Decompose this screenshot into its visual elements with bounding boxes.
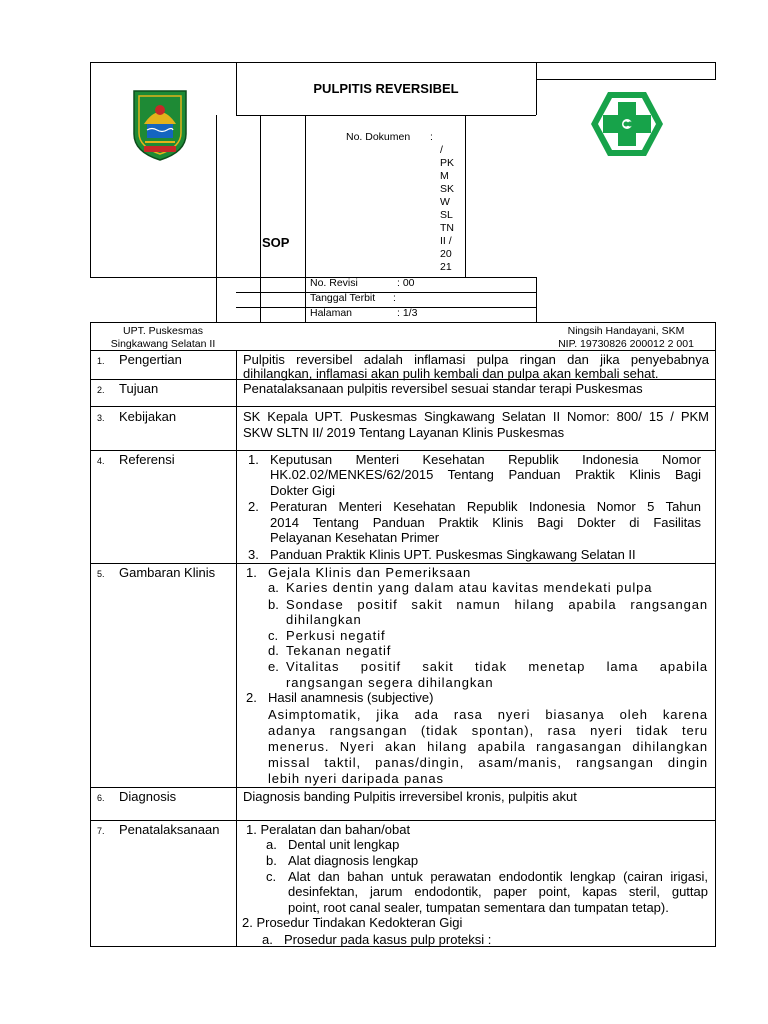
list-letter: b.: [268, 597, 279, 612]
anamnesis-line: adanya rangsangan (tidak spontan), rasa nyeri tidak teru: [268, 723, 708, 738]
issue-date-value: :: [393, 292, 396, 304]
section-label-kebijakan: Kebijakan: [119, 409, 177, 424]
referensi-line: 2014 Tentang Panduan Praktik Klinis Bagi Dokter di Fasilitas: [270, 515, 701, 530]
list-letter: c.: [268, 628, 279, 643]
section-label-diagnosis: Diagnosis: [119, 789, 177, 804]
list-letter: a.: [266, 837, 277, 852]
referensi-line: Pelayanan Kesehatan Primer: [270, 530, 440, 545]
puskesmas-cross-logo: [590, 91, 664, 157]
signatory-name: Ningsih Handayani, SKM: [567, 325, 685, 337]
penatalaksanaan-heading: 1. Peralatan dan bahan/obat: [246, 822, 411, 837]
list-number: 3.: [248, 547, 259, 562]
doc-number-colon: :: [430, 131, 433, 143]
pengertian-line: dihilangkan, inflamasi akan pulih kembali dan pulpa akan kembali sehat.: [243, 366, 659, 381]
referensi-line: Dokter Gigi: [270, 483, 336, 498]
penatalaksanaan-line: Prosedur pada kasus pulp proteksi :: [284, 932, 492, 947]
anamnesis-line: menerus. Nyeri akan hilang apabila rangasangan dihilangkan: [268, 739, 708, 754]
list-number: 2.: [246, 690, 257, 705]
referensi-line: Panduan Praktik Klinis UPT. Puskesmas Singkawang Selatan II: [270, 547, 636, 562]
doc-number-line: 20: [440, 248, 452, 260]
issue-date-label: Tanggal Terbit: [310, 292, 376, 304]
penatalaksanaan-line: Dental unit lengkap: [288, 837, 400, 852]
institution-line: UPT. Puskesmas: [123, 325, 203, 337]
referensi-line: Peraturan Menteri Kesehatan Republik Indonesia Nomor 5 Tahun: [270, 499, 701, 514]
section-number: 2.: [97, 385, 105, 395]
doc-number-line: SK: [440, 183, 455, 195]
doc-number-line: M: [440, 170, 449, 182]
doc-number-label: No. Dokumen: [346, 131, 411, 143]
section-number: 3.: [97, 413, 105, 423]
kebijakan-line: SKW SLTN II/ 2019 Tentang Layanan Klinis Puskesmas: [243, 425, 565, 440]
penatalaksanaan-line: point, root canal sealer, tumpatan sementara dan tumpatan tetap).: [288, 900, 669, 915]
anamnesis-line: lebih nyeri daripada panas: [268, 771, 444, 786]
penatalaksanaan-heading: 2. Prosedur Tindakan Kedokteran Gigi: [242, 915, 463, 930]
document-title: PULPITIS REVERSIBEL: [313, 81, 459, 96]
doc-number-value: [440, 144, 454, 274]
list-number: 1.: [248, 452, 259, 467]
referensi-line: HK.02.02/MENKES/62/2015 Tentang Panduan Praktik Klinis Bagi: [270, 467, 701, 482]
penatalaksanaan-line: Alat diagnosis lengkap: [288, 853, 419, 868]
diagnosis-text: Diagnosis banding Pulpitis irreversibel kronis, pulpitis akut: [243, 789, 577, 804]
section-number: 7.: [97, 826, 105, 836]
doc-number-line: W: [440, 196, 450, 208]
gambaran-heading: Hasil anamnesis (subjective): [268, 690, 434, 705]
sop-label: SOP: [262, 235, 290, 250]
list-number: 1.: [246, 565, 257, 580]
doc-number-line: SL: [440, 209, 453, 221]
section-label-gambaran-klinis: Gambaran Klinis: [119, 565, 216, 580]
gambaran-line: Karies dentin yang dalam atau kavitas mendekati pulpa: [286, 580, 653, 595]
penatalaksanaan-line: desinfektan, jarum endodontik, paper point, kapas steril, guttap: [288, 884, 708, 899]
section-label-penatalaksanaan: Penatalaksanaan: [119, 822, 220, 837]
gambaran-heading: Gejala Klinis dan Pemeriksaan: [268, 565, 472, 580]
gambaran-line: Tekanan negatif: [286, 643, 392, 658]
institution-name: [92, 325, 234, 351]
list-number: 2.: [248, 499, 259, 514]
list-letter: b.: [266, 853, 277, 868]
list-letter: a.: [268, 580, 279, 595]
gambaran-line: Vitalitas positif sakit tidak menetap lama apabila: [286, 659, 708, 674]
anamnesis-line: Asimptomatik, jika ada rasa nyeri biasanya oleh karena: [268, 707, 708, 722]
signatory-nip: NIP. 19730826 200012 2 001: [558, 338, 694, 350]
gambaran-line: Perkusi negatif: [286, 628, 386, 643]
doc-number-line: 21: [440, 261, 452, 273]
list-letter: e.: [268, 659, 279, 674]
section-label-pengertian: Pengertian: [119, 352, 182, 367]
signatory-block: [538, 325, 714, 351]
page-label: Halaman: [310, 307, 353, 319]
revision-value: : 00: [397, 277, 415, 289]
kebijakan-line: SK Kepala UPT. Puskesmas Singkawang Selatan II Nomor: 800/ 15 / PKM: [243, 409, 709, 424]
section-number: 6.: [97, 793, 105, 803]
list-letter: c.: [266, 869, 277, 884]
institution-line: Singkawang Selatan II: [110, 338, 216, 350]
doc-number-line: TN: [440, 222, 454, 234]
section-number: 5.: [97, 569, 105, 579]
list-letter: d.: [268, 643, 279, 658]
pengertian-line: Pulpitis reversibel adalah inflamasi pulpa ringan dan jika penyebabnya: [243, 352, 709, 367]
section-number: 1.: [97, 356, 105, 366]
revision-label: No. Revisi: [310, 277, 358, 289]
penatalaksanaan-line: Alat dan bahan untuk perawatan endodontik lengkap (cairan irigasi,: [288, 869, 708, 884]
page-value: : 1/3: [397, 307, 418, 319]
list-letter: a.: [262, 932, 273, 947]
section-label-tujuan: Tujuan: [119, 381, 159, 396]
gambaran-line: dihilangkan: [286, 612, 362, 627]
doc-number-line: /: [440, 144, 443, 156]
section-label-referensi: Referensi: [119, 452, 175, 467]
gambaran-line: rangsangan segera dihilangkan: [286, 675, 494, 690]
tujuan-text: Penatalaksanaan pulpitis reversibel sesuai standar terapi Puskesmas: [243, 381, 643, 396]
regional-emblem-logo: [130, 88, 190, 162]
section-number: 4.: [97, 456, 105, 466]
doc-number-line: PK: [440, 157, 455, 169]
anamnesis-line: missal taktil, panas/dingin, asam/manis, rangsangan dingin: [268, 755, 708, 770]
referensi-line: Keputusan Menteri Kesehatan Republik Indonesia Nomor: [270, 452, 701, 467]
doc-number-line: II /: [440, 235, 452, 247]
gambaran-line: Sondase positif sakit namun hilang apabila rangsangan: [286, 597, 708, 612]
